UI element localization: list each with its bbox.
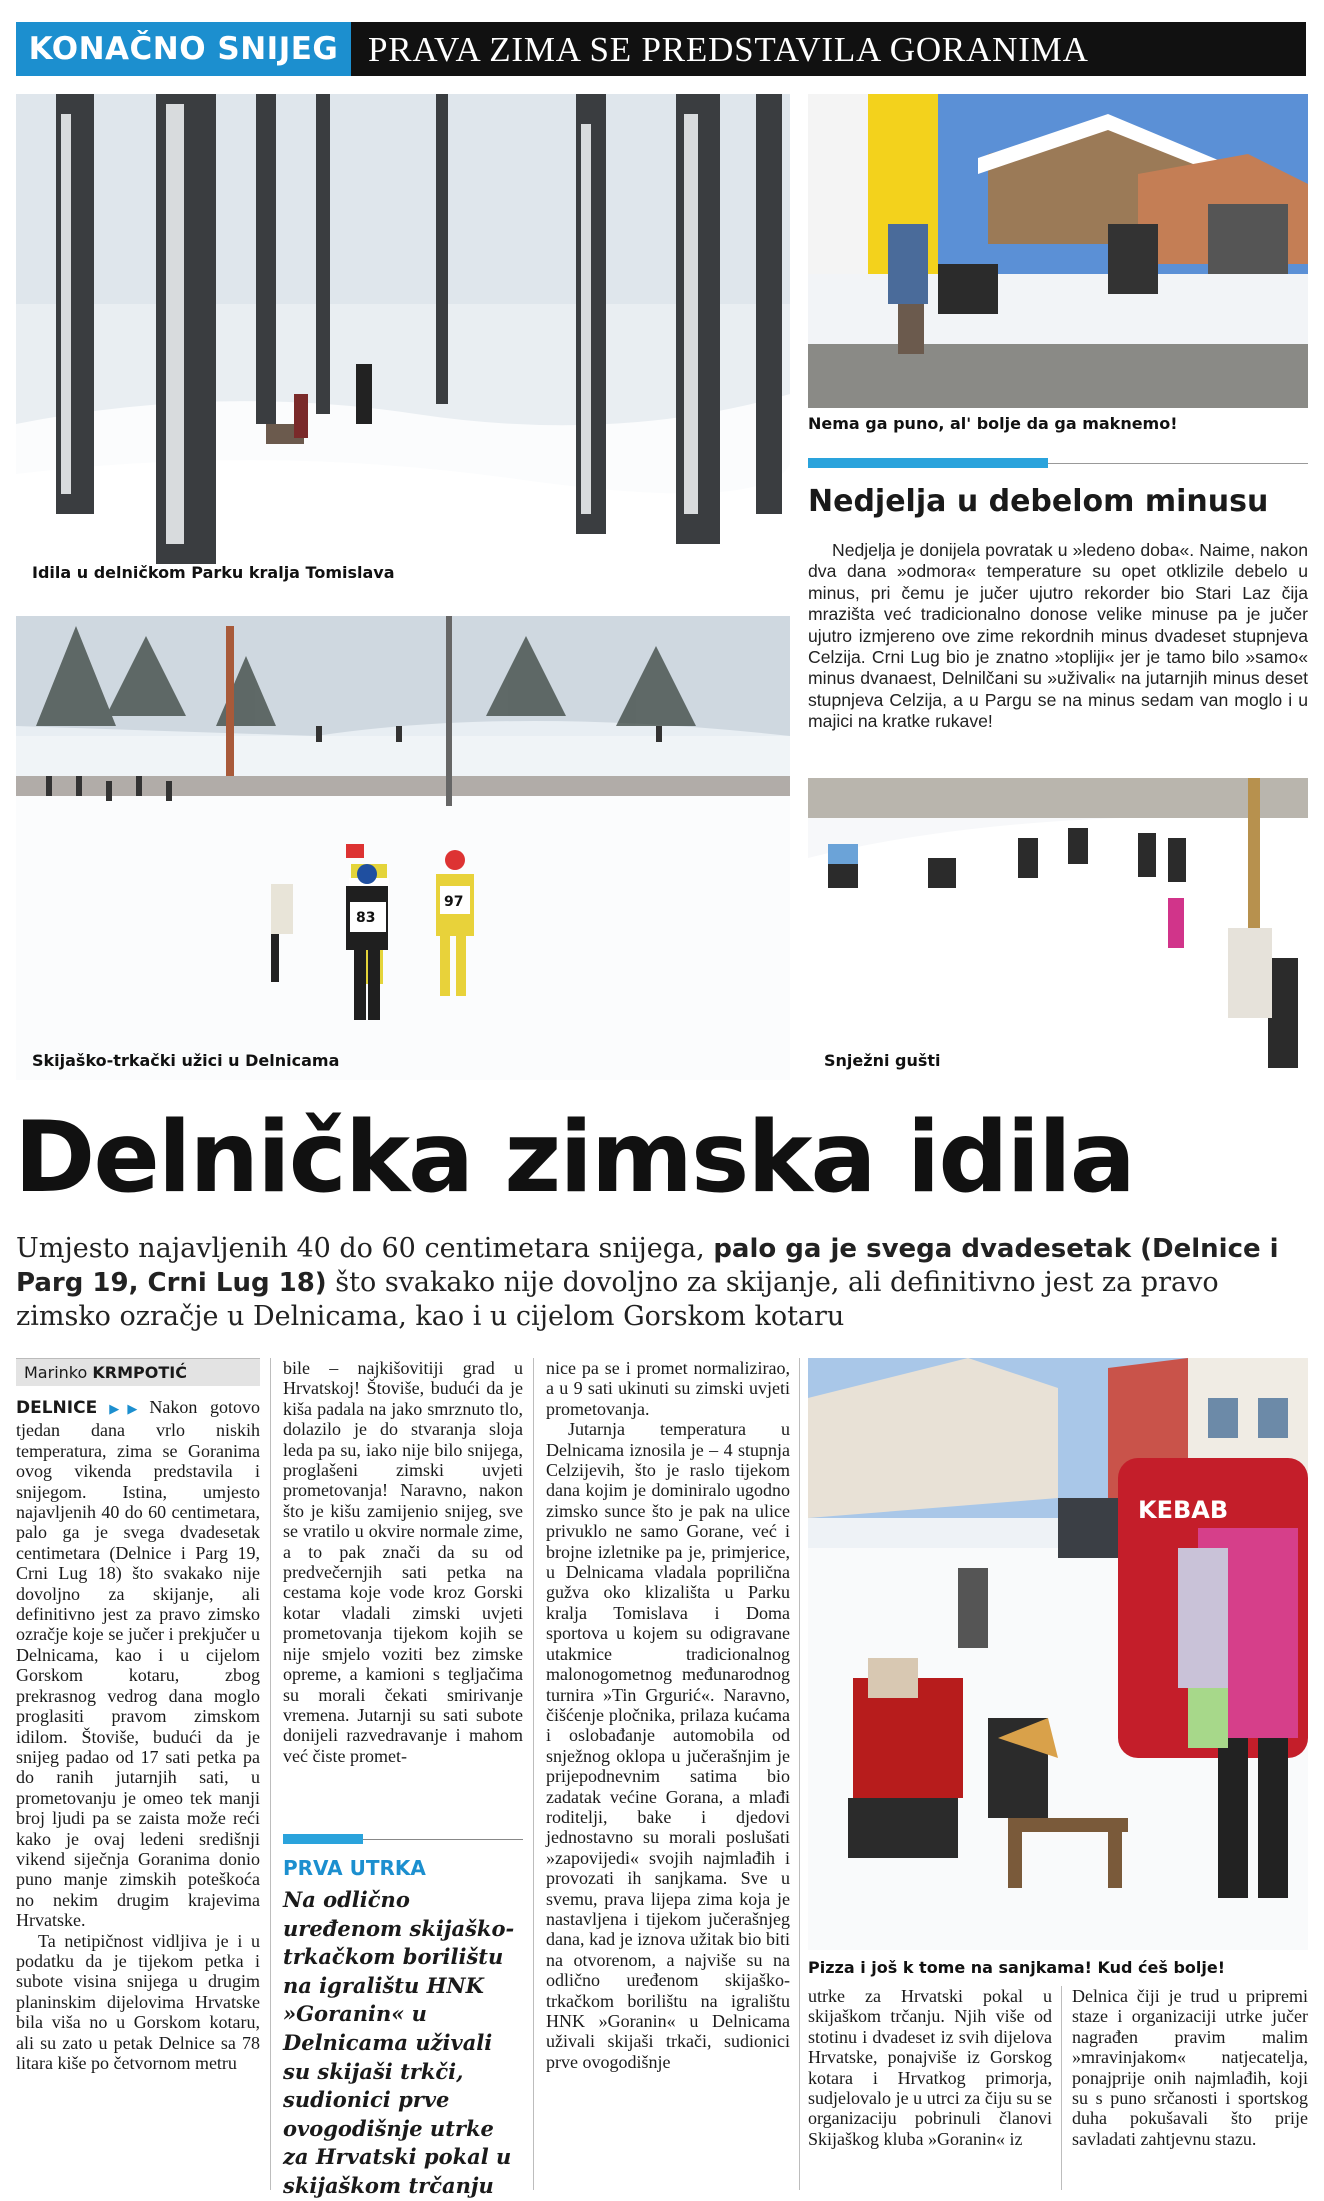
body-column-4: [808, 1986, 1052, 2149]
bib-number-97: 97: [444, 894, 464, 910]
body-paragraph: utrke za Hrvatski pokal u skijaškom trčanju. Njih više od stotinu i dvadeset iz svih dijelova Hrvatske, ponajviše iz Gorskog kotara i Hrvatkog primorja, sudjelovalo je u utrci za čiju su se organizaciju pobrinuli članovi Skijaškog kluba »Goranin« iz: [808, 1986, 1052, 2149]
body-paragraph: nice pa se i promet normalizirao, a u 9 sati ukinuti su zimski uvjeti prometovanja.: [546, 1358, 790, 1419]
body-column-5: [1072, 1986, 1308, 2149]
headline: Delnička zimska idila: [14, 1101, 1134, 1215]
photo-snowblower: [808, 94, 1308, 433]
standfirst-part1: Umjesto najavljenih 40 do 60 centimetara snijega,: [16, 1233, 714, 1264]
byline-first: Marinko: [24, 1363, 88, 1382]
photo-pizza-sled: [808, 1358, 1308, 1950]
pullquote-rule: [363, 1839, 523, 1840]
sidebar-rule: [1048, 463, 1308, 464]
section-strapline: PRAVA ZIMA SE PREDSTAVILA GORANIMA: [368, 30, 1089, 69]
standfirst: [16, 1232, 1310, 1333]
kebab-sign: KEBAB: [1138, 1496, 1229, 1524]
body-column-2: [283, 1358, 523, 1766]
bib-number-83: 83: [356, 910, 376, 926]
photo-snow-fun: [808, 778, 1308, 1080]
pullquote-text: Na odlično uređenom skijaško-trkačkom borilištu na igralištu HNK »Goranin« u Delnicama uživali su skijaši trkči, sudionici prve ovogodišnje utrke za Hrvatski pokal u skijaškom trčanju: [283, 1887, 515, 2198]
dateline: [16, 1398, 149, 1418]
pullquote-kicker: PRVA UTRKA: [283, 1856, 426, 1880]
body-paragraph: Nakon gotovo tjedan dana vrlo niskih temperatura, zima se Goranima ovog vikenda predstavila i snijegom. Istina, umjesto najavljenih 40 do 60 centimetara, palo ga je svega dvadesetak centimetara (Delnice i Parg 19, Crni Lug 18) što svakako nije dovoljno za skijanje, ali definitivno jest za pravo zimsko ozračje koje se jučer i prekjučer u Delnicama, kao i u cijelom Gorskom kotaru, zbog prekrasnog vedrog dana moglo proglasiti pravom zimskom idilom. Štoviše, budući da je snijeg padao od 17 sati petka pa do ranih jutarnjih sati, u prometovanju je omeo tek manji broj ljudi pa se zaista može reći kako je ovaj ledeni središnji vikend siječnja Goranima donio puno manje zimskih poteškoća no nekim drugim krajevima Hrvatske.: [16, 1397, 260, 1931]
dateline-text: DELNICE: [16, 1398, 98, 1418]
section-header: [16, 22, 1306, 76]
body-column-1: [16, 1397, 260, 2073]
pullquote-accent-bar: [283, 1834, 363, 1844]
column-rule: [1061, 1986, 1062, 2190]
photo-caption: Nema ga puno, al' bolje da ga maknemo!: [808, 414, 1178, 433]
photo-caption: Snježni gušti: [824, 1051, 941, 1070]
body-paragraph: bile – najkišovitiji grad u Hrvatskoj! Štoviše, budući da je kiša padala na jako smrznuto tlo, dolazilo je do stvaranja sloja leda pa su, iako nije bilo snijega, proglašeni zimski uvjeti prometovanja! Naravno, nakon što je kišu zamijenio snijeg, sve se vratilo u okvire normale zime, a to pak znači da su od predvečernjih sati petka na cestama koje vode kroz Gorski kotar vladali zimski uvjeti prometovanja tijekom kojih se nije smjelo voziti bez zimske opreme, a kamioni s tegljačima su morali čekati smirivanje vremena. Jutarnji su sati subote donijeli razvedravanje i mahom već čiste promet-: [283, 1358, 523, 1766]
column-rule: [533, 1358, 534, 2190]
byline: [16, 1358, 260, 1386]
body-column-3: [546, 1358, 790, 2072]
arrow-icon: ▶▶: [101, 1402, 146, 1417]
standfirst-part2: što svakako nije dovoljno za skijanje, ali definitivno jest za pravo zimsko ozračje u Delnicama, kao i u cijelom Gorskom kotaru: [16, 1267, 1219, 1332]
photo-caption: Idila u delničkom Parku kralja Tomislava: [32, 563, 395, 582]
sidebar-title: Nedjelja u debelom minusu: [808, 484, 1269, 519]
photo-caption: Skijaško-trkački užici u Delnicama: [32, 1051, 340, 1070]
body-paragraph: Ta netipičnost vidljiva je i u podatku da je tijekom petka i subote visina snijega u drugim planinskim dijelovima Hrvatske bila viša no u Gorskom kotaru, ali su zato u petak Delnice sa 78 litara kiše po četvornom metru: [16, 1930, 260, 2073]
sidebar-text: Nedjelja je donijela povratak u »ledeno doba«. Naime, nakon dva dana »odmora« temperature su opet otklizile debelo u minus, pri čemu je jučer ujutro rekorder bio Stari Laz čija mrazišta već tradicionalno donose velike minuse pa je jučer ujutro izmjereno ove zime rekordnih minus dvadeset stupnjeva Celzija. Crni Lug bio je znatno »topliji« jer je tamo bilo »samo« minus dvanaest, Delnilčani su »uživali« na jutarnjih minus deset stupnjeva Celzija, a u Pargu se na minus sedam van moglo i u majici na kratke rukave!: [808, 540, 1308, 732]
photo-park: [16, 94, 790, 592]
column-rule: [799, 1358, 800, 2190]
standfirst-bold: palo ga je svega dvadesetak (Delnice i Parg 19, Crni Lug 18): [16, 1234, 1279, 1298]
column-rule: [270, 1358, 271, 2190]
photo-caption: Pizza i još k tome na sanjkama! Kud ćeš bolje!: [808, 1958, 1226, 1977]
sidebar-accent-bar: [808, 458, 1048, 468]
body-paragraph: Jutarnja temperatura u Delnicama iznosila je – 4 stupnja Celzijevih, što je raslo tijekom dana kojim je dominiralo ugodno zimsko sunce što je pak na ulice privuklo ne samo Gorane, već i brojne izletnike pa je, primjerice, u Delnicama vladala poprilična gužva oko klizališta u Parku kralja Tomislava i Doma sportova u kojem su odigravane utakmice tradicionalnog malonogometnog međunarodnog turnira »Tin Grgurić«. Naravno, čišćenje pločnika, prilaza kućama i oslobađanje automobila od snježnog oklopa u jučerašnjim je prijepodnevnim satima bio zadatak većine Gorana, a mlađi roditelji, bake i djedovi jednostavno su morali poslušati »zapovijedi« svojih najmlađih i provozati ih sanjkama. Sve u svemu, prava lijepa zima koja je nastavljena i tijekom jučerašnjeg dana, kad je iznova užitak bio biti na otvorenom, a najviše su na odlično uređenom skijaško-trkačkom borilištu na igralištu HNK »Goranin« u Delnicama uživali skijaši trkači, sudionici prve ovogodišnje: [546, 1419, 790, 2072]
byline-last: KRMPOTIĆ: [92, 1363, 187, 1382]
photo-skiers: [16, 616, 790, 1080]
body-paragraph: Delnica čiji je trud u pripremi staze i organizaciji utrke jučer nagrađen pravim malim »mravinjakom« natjecatelja, ponajprije onih najmlađih, koji su s puno srčanosti i sportskog duha pokušavali što prije savladati zahtjevnu stazu.: [1072, 1986, 1308, 2149]
section-kicker: KONAČNO SNIJEG: [16, 22, 351, 76]
